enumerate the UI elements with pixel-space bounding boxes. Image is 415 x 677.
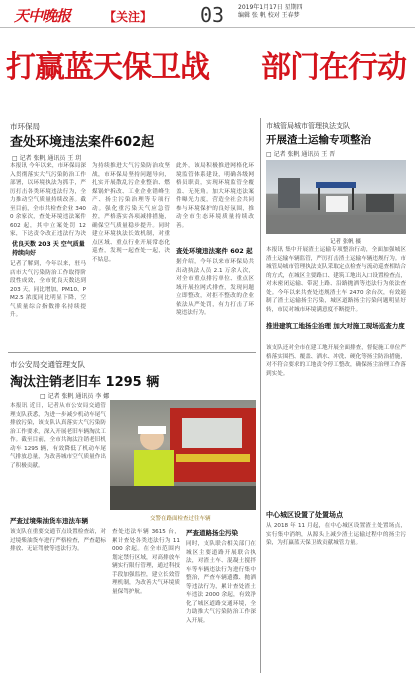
article3-kicker: 市公安局交通管理支队 — [10, 360, 85, 369]
vehicle-shape — [366, 194, 394, 212]
column-divider — [260, 118, 261, 673]
officer-cap — [138, 426, 166, 434]
article2-photo-caption: 记者 张帆 摄 — [330, 239, 361, 245]
article3-column-1: 本报讯 近日，记者从市公安局交通管理支队获悉，为进一步减少机动车尾气排放污染，该支队认真落实大气污染防治工作要求，深入开展老旧车辆淘汰工作。截至目前，全市共淘汰注销老旧机动车 1295 辆，有效降低了机动车尾气排放总量，为改善城市空气质量作出了积极贡献。 — [10, 403, 106, 469]
masthead — [0, 0, 415, 28]
article1-byline: □ 记者 张帆 通讯员 王 玥 — [12, 155, 82, 162]
article1-column-3b: 据介绍，今年以来市环保局共出动执法人员 2.1 万余人次，对全市重点排污单位、重点区域开展拉网式排查，发现问题立即整改，对拒不整改的企业依法从严处罚，有力打击了环境违法行为。 — [176, 259, 254, 316]
article2-byline: □ 记者 张帆 通讯员 王 晋 — [266, 151, 336, 158]
truck-windshield — [182, 418, 242, 448]
article2-photo — [266, 160, 406, 234]
truck-shape — [326, 196, 348, 212]
article3-subhead-2: 严查道路扬尘污染 — [186, 529, 238, 537]
article3-byline: □ 记者 张帆 通讯员 李 娜 — [40, 393, 110, 400]
article1-column-2: 为持续推进大气污染防治攻坚战，市环保局坚持问题导向，扎实开展散乱污企业整治、燃煤锅炉拆改、工业企业错峰生产、扬尘污染治理等专项行动。强化重污染天气应急管控，严格落实各项减排措施，确保空气质量稳步提升。同时建立环境执法长效机制，对重点区域、重点行业开展常态化巡查，发现一起查处一起，决不姑息。 — [92, 163, 170, 263]
article1-subhead-2: 查处环境违法案件 602 起 — [176, 247, 253, 255]
article3-subhead: 严查过境柴油货车违法车辆 — [10, 517, 88, 525]
article2-title: 开展渣土运输专项整治 — [266, 134, 371, 146]
article3-photo — [110, 400, 256, 510]
newspaper-logo: 天中晚报 — [14, 7, 71, 25]
truck-bumper — [176, 454, 250, 462]
section-divider — [8, 352, 256, 353]
checkpoint-photo-illustration — [266, 160, 406, 234]
article1-kicker: 市环保局 — [10, 122, 40, 131]
article1-subhead-1: 优良天数 203 天 空气质量持续向好 — [12, 241, 85, 257]
article3-column-3: 同时，支队联合相关部门在城区主要道路开展联合执法，对渣土车、混凝土搅拌车等车辆违法行为进行集中整治，严查车辆遗撒、抛洒等违法行为，累计查处渣土车违法 2000 余起，有效净化了城区道路交通环境，全力助推大气污染防治工作深入开展。 — [186, 541, 256, 624]
publication-info — [238, 4, 398, 20]
checkpoint-post-left — [318, 188, 320, 210]
traffic-police-photo-illustration — [110, 400, 256, 510]
checkpoint-banner — [316, 182, 356, 188]
article1-column-3: 此外，该局积极推进网格化环境监管体系建设，明确各级网格员职责，实现环境监管全覆盖、无死角。加大环境违法案件曝光力度，营造全社会共同参与环境保护的良好氛围，推动全市生态环境质量持续改善。 — [176, 163, 254, 229]
page-number: 03 — [200, 3, 225, 27]
main-headline — [6, 44, 406, 84]
article3-column-2: 查处违法车辆 3615 台，累计查处各类违法行为 11000 余起。在全市范围内划定禁行区域，对高排放车辆实行限行管理，通过科技手段加强监控，建立长效管理机制，为改善大气环境质量保驾护航。 — [112, 529, 180, 595]
headline-right: 部门在行动 — [261, 50, 406, 85]
article3-photo-caption: 交警在路面检查过往车辆 — [150, 516, 211, 522]
article2-kicker: 市城管局城市管理执法支队 — [266, 122, 350, 130]
article1-column-1b: 记者了解到，今年以来，驻马店市大气污染防治工作取得阶段性成效，全市优良天数达到 203 天，同比增加，PM10、PM2.5 浓度同比明显下降，空气质量综合指数排名持续提升。 — [10, 261, 86, 318]
article3-column-1b: 该支队在重要交通节点设置检查站，对过境柴油货车进行严格检查，严查超标排放、无证驾驶等违法行为。 — [10, 529, 106, 552]
article2-subhead: 推进建筑工地扬尘治理 加大对施工现场巡查力度 — [266, 322, 405, 330]
article3-title: 淘汰注销老旧车 1295 辆 — [10, 375, 160, 390]
article2-body-2: 该支队还对全市在建工地开展全面排查，督促施工单位严格落实围挡、覆盖、洒水、冲洗、硬化等扬尘防治措施，对不符合要求的工地责令停工整改，确保扬尘治理工作落到实处。 — [266, 345, 406, 377]
article2-body: 本报讯 集中开展渣土运输专项整治行动，全面加强城区渣土运输车辆监管，严厉打击渣土运输车辆违规行为。市城管局城市管理执法支队采取定点检查与流动巡查相结合的方式，在城区主要路口、建筑工地出入口设置检查点，对未密闭运输、带泥上路、沿路抛洒等违法行为依法查处。今年以来共查处违规渣土车 2470 余台次，有效遏制了渣土运输扬尘污染，城区道路扬尘污染问题明显好转，市民对城市环境满意度不断提升。 — [266, 247, 406, 313]
article2-subhead-2: 中心城区设置了处置场点 — [266, 511, 343, 519]
building-shape — [278, 178, 300, 208]
pub-date: 2019年1月17日 星期四 — [238, 4, 303, 11]
road-surface — [266, 215, 406, 234]
section-label: 【关注】 — [104, 10, 153, 24]
article2-body-3: 从 2018 年 11 月起，在中心城区设置渣土处置场点，实行集中消纳，从源头上减少渣土运输过程中的扬尘污染，为打赢蓝天保卫战贡献城管力量。 — [266, 523, 406, 546]
pub-editors: 编辑 张 帆 校对 王春梦 — [238, 12, 300, 19]
checkpoint-post-right — [352, 188, 354, 210]
article1-column-1: 本报讯 今年以来，市环保局深入贯彻落实大气污染防治工作部署，以环境执法为抓手，严厉打击各类环境违法行为，全力推动空气质量持续改善。截至目前，全市共检查企业 3400 余家次，查处环境违法案件 602 起，其中立案处罚 12 家，下达责令改正违法行为决 — [10, 163, 86, 236]
headline-left: 打赢蓝天保卫战 — [6, 50, 209, 85]
article1-title: 查处环境违法案件602起 — [10, 135, 155, 150]
ground — [110, 486, 256, 510]
